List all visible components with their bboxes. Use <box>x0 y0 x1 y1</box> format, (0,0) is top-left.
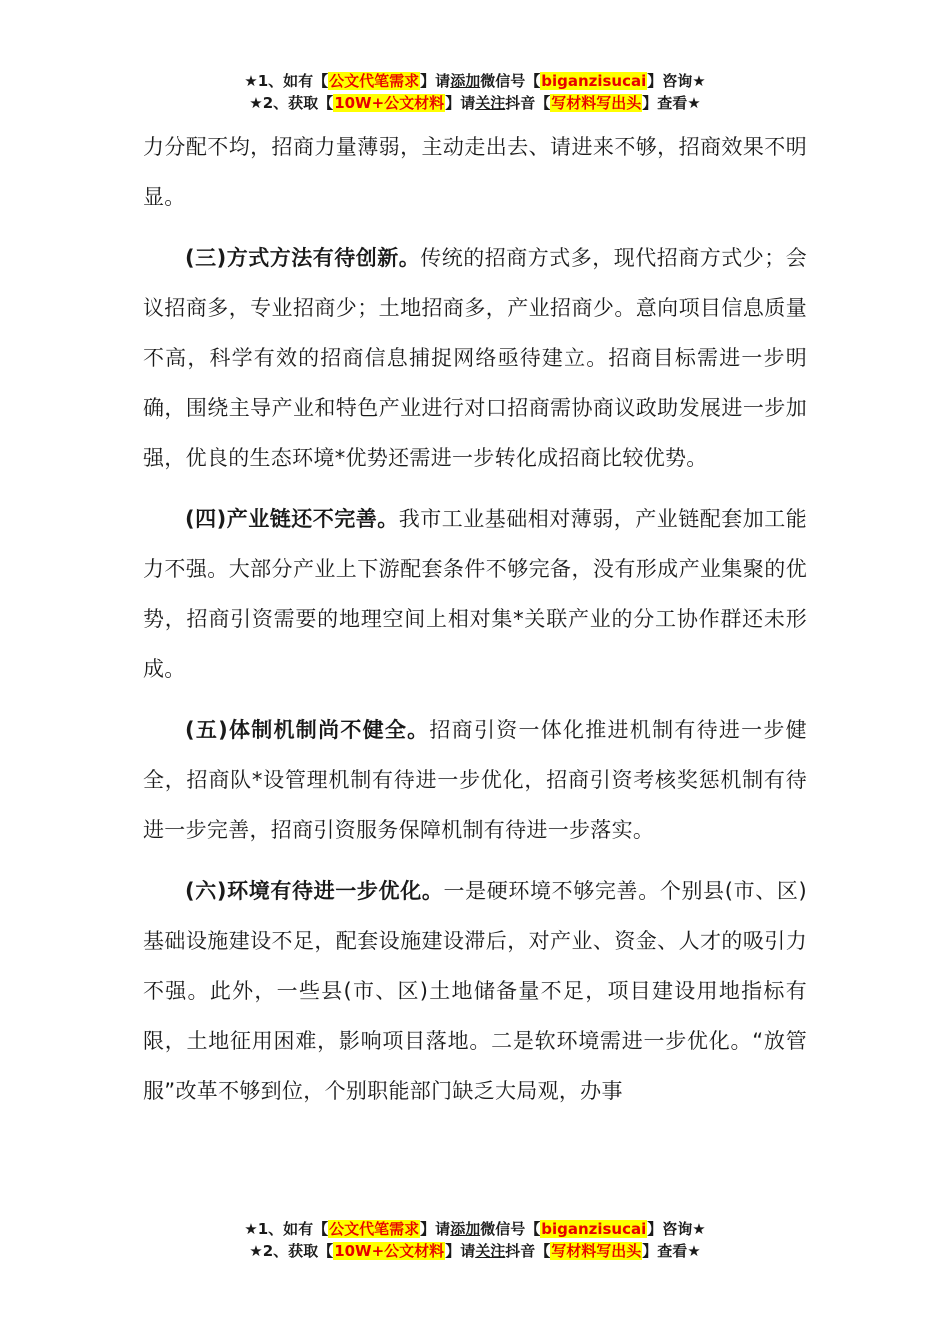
paragraph-5 <box>143 705 807 855</box>
banner-highlight: biganzisucai <box>541 72 647 90</box>
paragraph-text: 传统的招商方式多，现代招商方式少；会议招商多，专业招商少；土地招商多，产业招商少。意向项目信息质量不高，科学有效的招商信息捕捉网络亟待建立。招商目标需进一步明确，围绕主导产业和特色产业进行对口招商需协商议政助发展进一步加强，优良的生态环境*优势还需进一步转化成招商比较优势。 <box>143 246 807 470</box>
paragraph-3 <box>143 233 807 483</box>
banner-line-1 <box>0 70 950 92</box>
banner-highlight: 写材料写出头 <box>551 1242 642 1260</box>
document-body <box>143 122 807 1116</box>
banner-underline: 添加 <box>450 1220 481 1238</box>
banner-text: 微信号【 <box>480 72 541 90</box>
banner-text: 】咨询★ <box>647 72 706 90</box>
banner-underline: 关注 <box>475 94 506 112</box>
banner-text: ★1、如有【 <box>244 1220 329 1238</box>
paragraph-text: 招商引资一体化推进机制有待进一步健全，招商队*设管理机制有待进一步优化，招商引资考核奖惩机制有待进一步完善，招商引资服务保障机制有待进一步落实。 <box>143 718 807 842</box>
paragraph-heading: (五)体制机制尚不健全。 <box>185 718 430 742</box>
banner-text: 】请 <box>445 1242 476 1260</box>
paragraph-heading: (四)产业链还不完善。 <box>185 507 399 531</box>
paragraph-6 <box>143 866 807 1116</box>
banner-highlight: 10W+公文材料 <box>334 1242 445 1260</box>
banner-text: 】咨询★ <box>647 1220 706 1238</box>
banner-highlight: 公文代笔需求 <box>329 1220 420 1238</box>
banner-line-2 <box>0 1240 950 1262</box>
banner-text: ★1、如有【 <box>244 72 329 90</box>
paragraph-4 <box>143 494 807 694</box>
banner-line-2 <box>0 92 950 114</box>
banner-text: ★2、获取【 <box>249 94 334 112</box>
banner-underline: 添加 <box>450 72 481 90</box>
banner-highlight: 公文代笔需求 <box>329 72 420 90</box>
banner-highlight: biganzisucai <box>541 1220 647 1238</box>
footer-banner <box>0 1218 950 1262</box>
paragraph-heading: (六)环境有待进一步优化。 <box>185 879 444 903</box>
banner-text: 】请 <box>445 94 476 112</box>
banner-text: 抖音【 <box>505 94 551 112</box>
paragraph-text: 一是硬环境不够完善。个别县(市、区)基础设施建设不足，配套设施建设滞后，对产业、资金、人才的吸引力不强。此外，一些县(市、区)土地储备量不足，项目建设用地指标有限，土地征用困难，影响项目落地。二是软环境需进一步优化。“放管服”改革不够到位，个别职能部门缺乏大局观，办事 <box>143 879 807 1103</box>
banner-text: ★2、获取【 <box>249 1242 334 1260</box>
header-banner <box>0 70 950 114</box>
banner-highlight: 写材料写出头 <box>551 94 642 112</box>
banner-text: 】请 <box>420 1220 451 1238</box>
paragraph-heading: (三)方式方法有待创新。 <box>185 246 421 270</box>
banner-text: 】查看★ <box>642 94 701 112</box>
banner-text: 】请 <box>420 72 451 90</box>
banner-text: 抖音【 <box>505 1242 551 1260</box>
banner-line-1 <box>0 1218 950 1240</box>
banner-text: 微信号【 <box>480 1220 541 1238</box>
continued-paragraph: 力分配不均，招商力量薄弱，主动走出去、请进来不够，招商效果不明显。 <box>143 135 807 209</box>
banner-highlight: 10W+公文材料 <box>334 94 445 112</box>
banner-text: 】查看★ <box>642 1242 701 1260</box>
banner-underline: 关注 <box>475 1242 506 1260</box>
paragraph-text: 我市工业基础相对薄弱，产业链配套加工能力不强。大部分产业上下游配套条件不够完备，没有形成产业集聚的优势，招商引资需要的地理空间上相对集*关联产业的分工协作群还未形成。 <box>143 507 807 681</box>
